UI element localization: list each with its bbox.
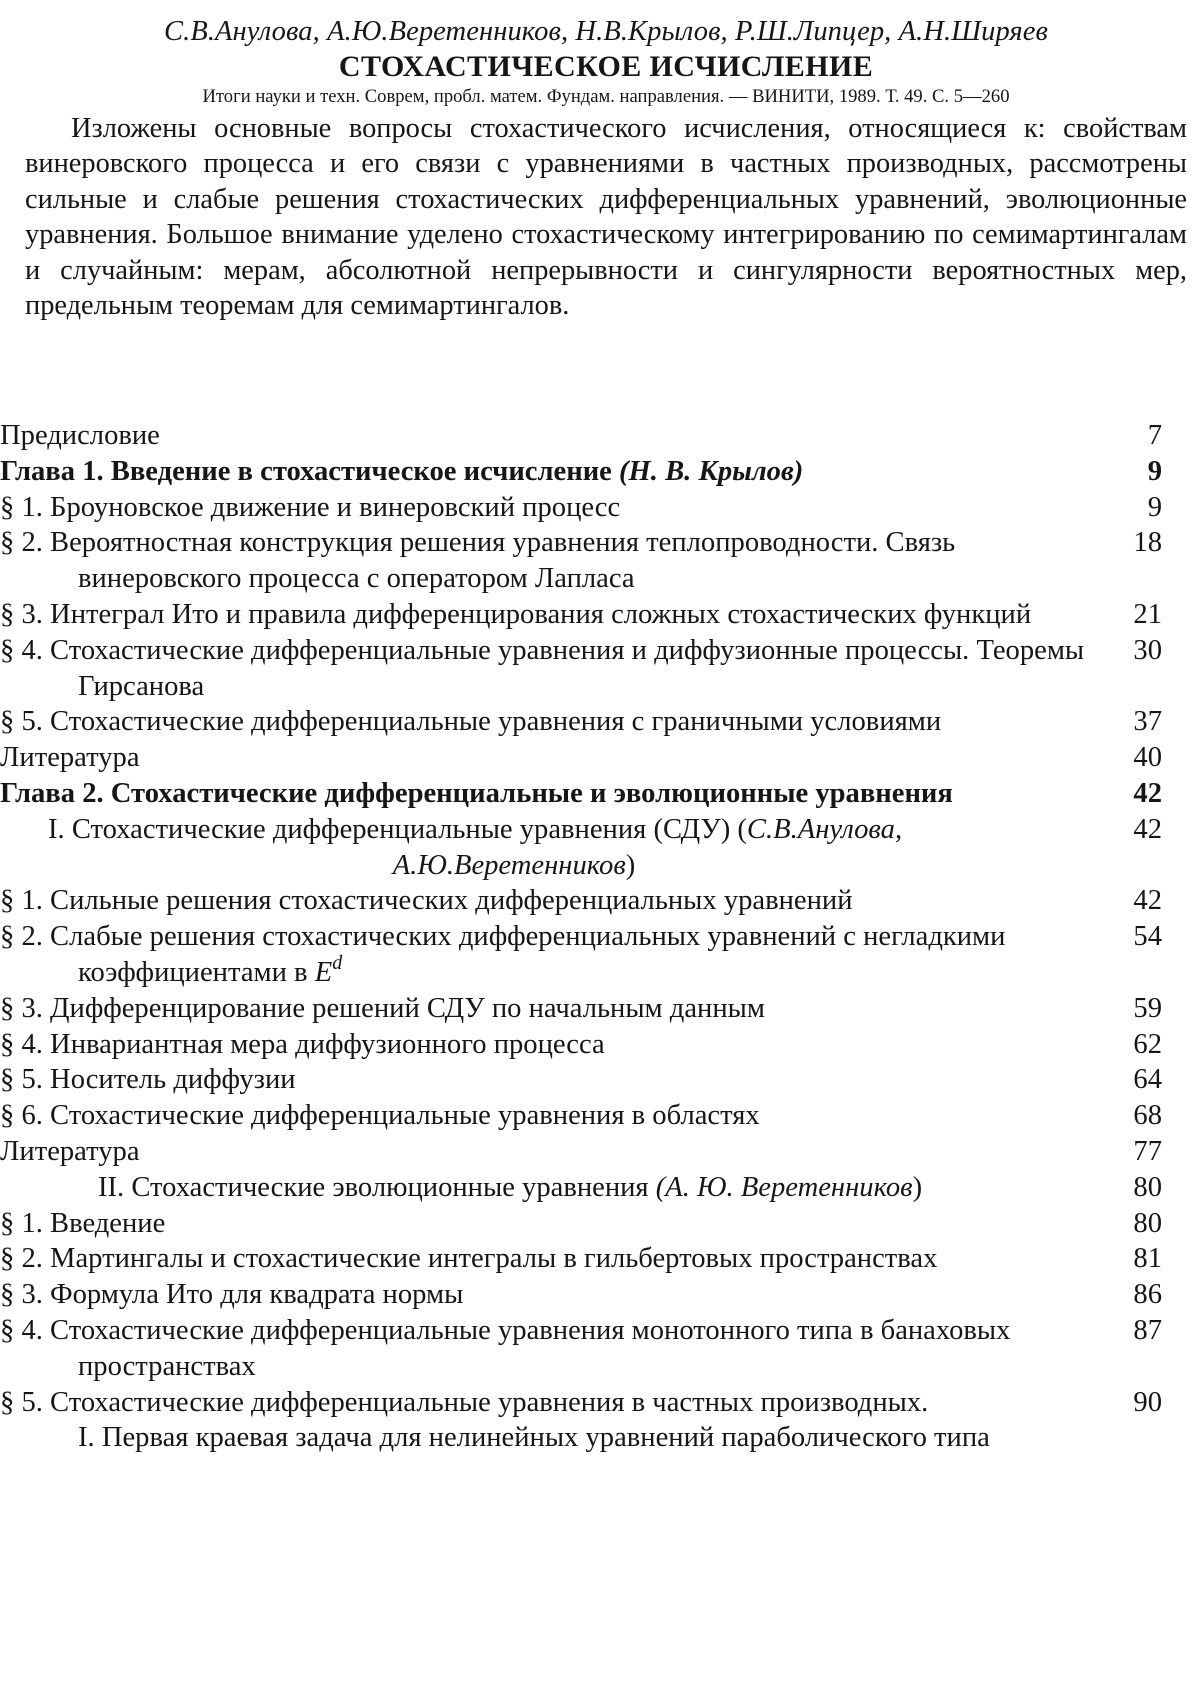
toc-entry-title: § 2. Слабые решения стохастических дифференциальных уравнений с негладкими коэффициентами в (0, 921, 1006, 988)
toc-entry-title: Предисловие (0, 420, 160, 451)
toc-entry-title: II. Стохастические эволюционные уравнения (98, 1171, 656, 1203)
toc-entry-ch1-s3 (0, 597, 1162, 633)
toc-entry-ch2-s4 (0, 1027, 1162, 1063)
toc-entry-ch2-p2-s5-continuation (0, 1420, 1162, 1456)
toc-page-number: 42 (1133, 813, 1162, 845)
toc-entry-title: § 2. Вероятностная конструкция решения уравнения теплопроводности. Связь винеровского процесса с оператором Лапласа (0, 527, 956, 595)
toc-part-2 (0, 1170, 1162, 1206)
toc-page-number: 21 (1133, 598, 1162, 630)
toc-chapter-2 (0, 776, 1162, 812)
toc-page-number: 80 (1133, 1207, 1162, 1239)
toc-page-number: 77 (1133, 1135, 1162, 1167)
toc-entry-ch2-p2-s5 (0, 1385, 1162, 1421)
math-symbol: E (314, 956, 333, 988)
toc-page-number: 80 (1133, 1171, 1162, 1203)
toc-page-number: 30 (1133, 634, 1162, 666)
toc-page-number: 87 (1133, 1314, 1162, 1346)
toc-entry-ch1-s4 (0, 633, 1162, 705)
toc-entry-close: ) (625, 849, 636, 881)
toc-entry-ch2-s2 (0, 919, 1162, 991)
toc-entry-title: § 5. Стохастические дифференциальные уравнения в частных производных. (0, 1386, 929, 1418)
toc-entry-title: Литература (0, 742, 140, 774)
toc-entry-title: I. Первая краевая задача для нелинейных уравнений параболического типа (78, 1422, 990, 1454)
toc-entry-title: § 1. Сильные решения стохастических дифференциальных уравнений (0, 885, 853, 917)
toc-page-number: 86 (1133, 1279, 1162, 1311)
toc-entry-ch2-s3 (0, 991, 1162, 1027)
toc-entry-ch1-s5 (0, 704, 1162, 740)
table-of-contents (0, 418, 1162, 1456)
toc-entry-ch1-s1 (0, 490, 1162, 526)
toc-page-number: 62 (1133, 1028, 1162, 1060)
document-title: СТОХАСТИЧЕСКОЕ ИСЧИСЛЕНИЕ (338, 50, 874, 83)
toc-page-number: 9 (1147, 491, 1162, 523)
toc-entry-title: § 1. Введение (0, 1207, 166, 1239)
abstract-paragraph: Изложены основные вопросы стохастического исчисления, относящиеся к: свойствам винеровского процесса и его связи с уравнениями в частных производных, рассмотрены сильные и слабые решения стохастических дифференциальных уравнений, эволюционные уравнения. Большое внимание уделено стохастическому интегрированию по семимартингалам и случайным: мерам, абсолютной непрерывности и сингулярности вероятностных мер, предельным теоремам для семимартингалов. (25, 113, 1187, 322)
toc-entry-title: § 4. Инвариантная мера диффузионного процесса (0, 1028, 605, 1060)
toc-page-number: 7 (1147, 420, 1162, 451)
toc-page-number: 64 (1133, 1064, 1162, 1096)
toc-entry-title: § 5. Носитель диффузии (0, 1064, 296, 1096)
toc-entry-ch2-literature (0, 1134, 1162, 1170)
toc-entry-ch2-p2-s2 (0, 1241, 1162, 1277)
toc-page-number: 90 (1133, 1386, 1162, 1418)
source-citation: Итоги науки и техн. Соврем, пробл. матем. Фундам. направления. — ВИНИТИ, 1989. Т. 49. С. 5—260 (202, 86, 1010, 107)
toc-entry-preface (0, 418, 1162, 454)
toc-part-1 (0, 812, 1162, 884)
toc-entry-ch1-literature (0, 740, 1162, 776)
toc-entry-ch2-s5 (0, 1062, 1162, 1098)
toc-page-number: 40 (1133, 742, 1162, 774)
toc-entry-ch2-p2-s1 (0, 1206, 1162, 1242)
toc-entry-title: Глава 1. Введение в стохастическое исчисление (0, 455, 620, 487)
toc-entry-title: § 4. Стохастические дифференциальные уравнения монотонного типа в банаховых пространствах (0, 1314, 1011, 1382)
toc-page-number: 9 (1147, 455, 1162, 487)
toc-entry-ch1-s2 (0, 525, 1162, 597)
toc-entry-title: § 5. Стохастические дифференциальные уравнения с граничными условиями (0, 706, 942, 738)
toc-entry-close: ) (912, 1171, 923, 1203)
toc-entry-ch2-p2-s3 (0, 1277, 1162, 1313)
toc-entry-ch2-s1 (0, 883, 1162, 919)
toc-entry-title: § 3. Дифференцирование решений СДУ по начальным данным (0, 992, 765, 1024)
toc-entry-ch2-s6 (0, 1098, 1162, 1134)
toc-page-number: 59 (1133, 992, 1162, 1024)
toc-page-number: 18 (1133, 527, 1162, 559)
toc-entry-title: § 6. Стохастические дифференциальные уравнения в областях (0, 1100, 760, 1132)
toc-page-number: 37 (1133, 706, 1162, 738)
toc-entry-title: § 2. Мартингалы и стохастические интегралы в гильбертовых пространствах (0, 1243, 938, 1275)
toc-entry-author: (А. Ю. Веретенников (655, 1171, 913, 1203)
toc-entry-title: I. Стохастические дифференциальные уравнения (СДУ) ( (48, 813, 747, 845)
toc-entry-author: (Н. В. Крылов) (619, 455, 804, 487)
authors-line: С.В.Анулова, А.Ю.Веретенников, Н.В.Крылов, Р.Ш.Липцер, А.Н.Ширяев (163, 16, 1048, 47)
toc-page-number: 42 (1133, 885, 1162, 917)
toc-entry-author: С.В.Анулова, (746, 813, 903, 845)
toc-page-number: 81 (1133, 1243, 1162, 1275)
toc-chapter-1 (0, 454, 1162, 490)
toc-entry-author: А.Ю.Веретенников (392, 849, 626, 881)
toc-entry-title: § 4. Стохастические дифференциальные уравнения и диффузионные процессы. Теоремы Гирсанова (0, 634, 1085, 702)
math-superscript: d (332, 951, 343, 974)
toc-page-number: 42 (1133, 777, 1162, 809)
document-page (25, 14, 1187, 323)
toc-entry-title: § 3. Интеграл Ито и правила дифференцирования сложных стохастических функций (0, 598, 1032, 630)
toc-entry-ch2-p2-s4 (0, 1313, 1162, 1385)
toc-page-number: 54 (1133, 921, 1162, 953)
toc-entry-title: Литература (0, 1135, 140, 1167)
toc-page-number: 68 (1133, 1100, 1162, 1132)
toc-entry-title: § 1. Броуновское движение и винеровский процесс (0, 491, 621, 523)
toc-entry-title: § 3. Формула Ито для квадрата нормы (0, 1279, 464, 1311)
toc-entry-title: Глава 2. Стохастические дифференциальные и эволюционные уравнения (0, 777, 953, 809)
